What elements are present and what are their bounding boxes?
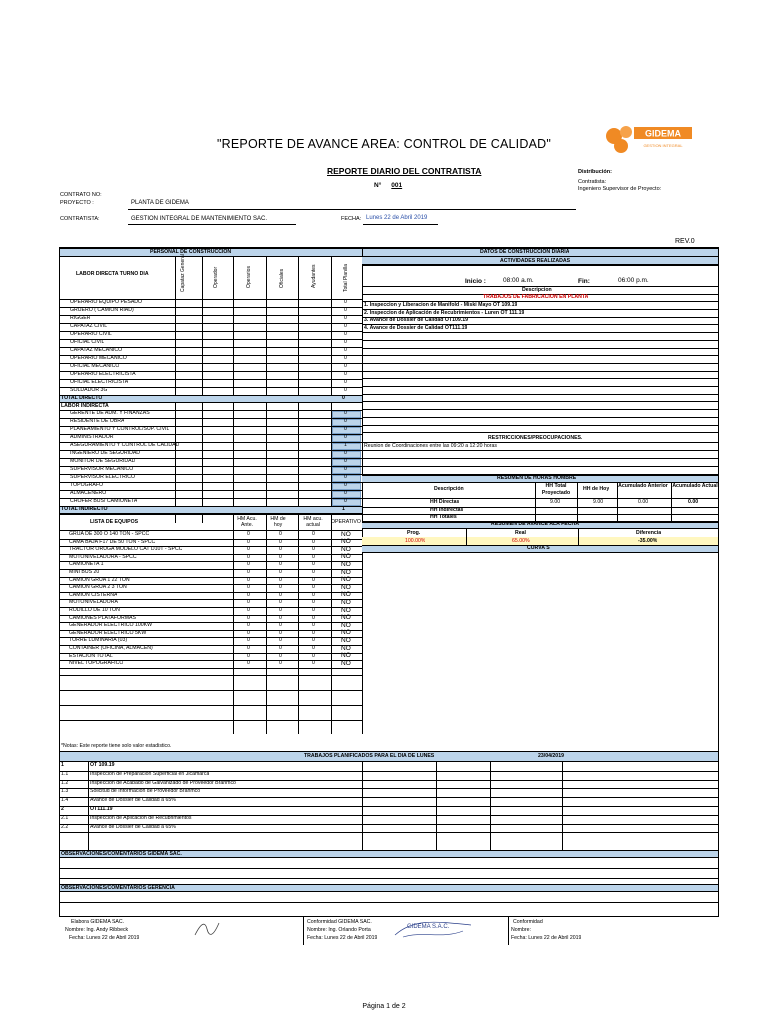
row-line <box>362 466 718 467</box>
equipo-hm-actual: 0 <box>312 584 315 591</box>
indirect-row-total: 0 <box>344 434 347 440</box>
avance-real-value: 65.00% <box>512 538 530 544</box>
avance-prog: Prog. <box>407 530 421 536</box>
labor-row-label: OPERARIO EQUIPO PESADO <box>70 299 143 305</box>
labor-row-label: RIGGER <box>70 315 91 321</box>
activity-item: 4. Avance de Dossier de Calidad OT111.19 <box>364 324 468 331</box>
contrato-label: CONTRATO NO: <box>60 192 102 198</box>
revision: REV.0 <box>675 238 695 245</box>
row-line <box>362 417 718 418</box>
equipo-hm-hoy: 0 <box>279 660 282 667</box>
equipo-hm-hoy: 0 <box>279 645 282 651</box>
col-operador: Operador <box>213 266 219 288</box>
f2-name: Nombre: Ing. Orlando Porta <box>307 927 371 933</box>
indirect-row-total: 0 <box>344 466 347 472</box>
equipo-row-name: GENERADOR ELECTRICO 100KW <box>69 622 153 629</box>
actividades-header: ACTIVIDADES REALIZADAS <box>500 258 571 264</box>
equipo-hm-ante: 0 <box>247 637 250 644</box>
indirect-row-label: GERENTE DE ADM. Y FINANZAS <box>70 410 150 416</box>
equipo-hm-hoy: 0 <box>279 546 282 553</box>
equipo-hm-actual: 0 <box>312 576 315 583</box>
activity-item: 1. Inspeccion y Liberacion de Manifold - Miski Mayo OT 109.19 <box>364 302 518 308</box>
equipo-row-name: GRUA DE 300 O 140 TON - SPCC <box>69 531 150 537</box>
row-line <box>362 514 718 515</box>
row-line <box>362 378 718 379</box>
obs-gidema: OBSERVACIONES/COMENTARIOS GIDEMA SAC. <box>61 851 182 857</box>
activity-item: 2. Inspeccion de Aplicación de Recubrimientos - Luren OT 111.19 <box>364 309 525 316</box>
row-line <box>362 522 718 523</box>
avance-prog-value: 100.00% <box>405 538 426 544</box>
company-stamp <box>393 917 473 941</box>
equipo-row-name: MOTONIVELADORA <box>69 599 118 606</box>
distribution-label: Distribución: <box>578 169 612 175</box>
indirect-row-total: 1 <box>344 442 347 448</box>
horas-col-acum-ant: Acumulado Anterior <box>618 483 668 489</box>
equipo-hm-ante: 0 <box>247 538 250 545</box>
equipo-row-name: CAMION GRUA 1 22 TON <box>69 576 130 583</box>
row-line <box>362 386 718 387</box>
equipo-hm-actual: 0 <box>312 660 315 667</box>
f1-title: Elabora GIDEMA SAC. <box>71 919 125 925</box>
equipo-row-name: ESTACION TOTAL <box>69 652 113 659</box>
plan-row-num: 1.4 <box>61 797 69 804</box>
n-value: 001 <box>391 182 403 189</box>
indirect-row-label: MONITOR DE SEGURIDAD <box>70 458 136 464</box>
equipo-hm-hoy: 0 <box>279 607 282 613</box>
f1-date: Fecha: Lunes 22 de Abril 2019 <box>69 935 140 941</box>
trabajos-fabricacion: TRABAJOS DE FABRICACION EN PLANTA <box>483 294 589 300</box>
row-line <box>362 450 718 451</box>
equipo-hm-actual: 0 <box>312 546 315 553</box>
labor-row-total: 0 <box>344 307 347 313</box>
equipo-row-name: CAMA BAJA F17 DE 50 TON - SPCC <box>69 538 156 545</box>
equipo-hm-ante: 0 <box>247 561 250 568</box>
indirect-row-label: PLANEAMIENTO Y CONTROL/SUP. CIVIL <box>70 426 170 432</box>
labor-row-total: 0 <box>344 347 347 353</box>
row-line <box>60 806 718 807</box>
equipo-hm-ante: 0 <box>247 576 250 583</box>
avance-dif-value: -35.00% <box>638 538 658 544</box>
indirect-row-label: CHOFER BUS/ CAMIONETA <box>70 498 138 504</box>
equipo-operativo: NO <box>341 538 351 546</box>
labor-row-label: SOLDADOR 3G <box>70 387 108 393</box>
curva-s: CURVA S <box>527 545 550 551</box>
equipo-operativo: NO <box>341 560 351 568</box>
horas-row-acum-ant: 0.00 <box>638 499 649 505</box>
equipo-row-name: GENERADOR ELECTRICO 5KW <box>69 629 147 636</box>
indirect-row-label: ADMINISTRADOR <box>70 434 114 440</box>
labor-row-label: CAPATAZ CIVIL <box>70 323 108 329</box>
plan-row-desc: OT 109.19 <box>90 762 115 768</box>
plan-row-desc: Inspeccion de Aplicación de Recubrimientos <box>90 814 192 821</box>
equipo-operativo: NO <box>341 621 351 629</box>
plan-row-num: 1.3 <box>61 788 69 795</box>
equipo-hm-ante: 0 <box>247 553 250 560</box>
labor-row-total: 0 <box>344 323 347 329</box>
col-hm-hoy: HM de hoy <box>270 516 286 528</box>
equipo-operativo: NO <box>341 629 351 637</box>
svg-text:GESTION INTEGRAL: GESTION INTEGRAL <box>643 143 683 148</box>
svg-text:GIDEMA S.A.C.: GIDEMA S.A.C. <box>407 924 450 930</box>
equipo-hm-hoy: 0 <box>279 584 282 591</box>
labor-row-total: 0 <box>344 331 347 337</box>
f2-date: Fecha: Lunes 22 de Abril 2019 <box>307 935 378 941</box>
fin-value: 06:00 p.m. <box>618 277 649 284</box>
equipo-operativo: NO <box>341 530 351 538</box>
plan-row-num: 2.1 <box>61 814 69 821</box>
equipo-hm-ante: 0 <box>247 660 250 667</box>
equipo-row-name: MINI BUS 20 <box>69 569 100 575</box>
col-hm-acu-actual: HM acu. actual <box>303 516 323 528</box>
equipo-operativo: NO <box>341 614 351 622</box>
equipo-operativo: NO <box>341 591 351 599</box>
row-line <box>362 507 718 508</box>
equipo-hm-ante: 0 <box>247 599 250 606</box>
equipo-hm-hoy: 0 <box>279 591 282 598</box>
distribution-line-1: Contratista: <box>578 179 607 185</box>
row-line <box>362 363 718 364</box>
labor-row-label: OPERARIO CIVIL <box>70 331 112 337</box>
col-hm-acu-ante: HM Acu. Ante. <box>237 516 257 528</box>
avance-dif: Diferencia <box>636 530 662 536</box>
indirect-row-label: ASEGURAMIENTO Y CONTROL DE CALIDAD <box>70 442 180 448</box>
labor-row-label: OFICIAL CIVIL <box>70 339 105 345</box>
equipo-row-name: CONTAINER (OFICINA, ALMACEN) <box>69 645 153 651</box>
signature-block <box>59 917 719 945</box>
equipo-row-name: MOTONIVELADORA - SPCC <box>69 553 137 560</box>
row-line <box>362 458 718 459</box>
labor-row-total: 0 <box>344 363 347 369</box>
equipo-hm-ante: 0 <box>247 645 250 651</box>
col-capataz: Capataz General <box>180 254 186 292</box>
equipo-hm-ante: 0 <box>247 546 250 553</box>
signature-1 <box>193 919 223 939</box>
labor-row-label: OFICIAL ELECTRICISTA <box>70 379 129 385</box>
labor-row-label: CAPATAZ MECANICO <box>70 347 123 353</box>
plan-row-desc: Inspeccion de Acabado de Galvanizado de Proveedor Brahmco <box>90 779 236 786</box>
row-line <box>60 668 362 669</box>
labor-row-label: OPERARIO MECANICO <box>70 355 127 361</box>
row-line <box>362 348 718 349</box>
indirect-row-total: 0 <box>344 490 347 496</box>
f3-name: Nombre: <box>511 927 531 933</box>
equipo-hm-ante: 0 <box>247 629 250 636</box>
equipo-operativo: NO <box>341 598 351 606</box>
row-line <box>362 401 718 402</box>
equipo-hm-actual: 0 <box>312 538 315 545</box>
col-operarios: Operarios <box>246 266 252 288</box>
labor-indirecta: LABOR INDIRECTA <box>61 403 109 409</box>
plan-row-desc: Solicitud de Informacion de Proveedor Brahmco <box>90 788 201 795</box>
horas-header: RESUMEN DE HORAS HOMBRE <box>497 475 577 481</box>
row-line <box>60 339 362 340</box>
fecha-label: FECHA: <box>341 216 362 222</box>
equipo-operativo: NO <box>341 568 351 576</box>
equipo-hm-ante: 0 <box>247 591 250 598</box>
equipo-hm-ante: 0 <box>247 607 250 613</box>
equipo-hm-actual: 0 <box>312 614 315 621</box>
equipo-operativo: NO <box>341 652 351 660</box>
indirect-row-label: INGENIERO DE SEGURIDAD <box>70 450 141 456</box>
indirect-row-total: 0 <box>344 482 347 488</box>
equipo-hm-ante: 0 <box>247 569 250 575</box>
plan-row-desc: Avance de Dossier de Calidad a 65% <box>90 823 176 830</box>
equipo-operativo: NO <box>341 644 351 652</box>
indirect-row-total: 0 <box>344 418 347 424</box>
report-subtitle: REPORTE DIARIO DEL CONTRATISTA <box>327 166 482 176</box>
obs-gerencia: OBSERVACIONES/COMENTARIOS GERENCIA <box>61 885 175 891</box>
indirect-row-label: SUPERVISOR ELECTRICO <box>70 474 136 480</box>
inicio-value: 08:00 a.m. <box>503 277 534 284</box>
row-line <box>362 371 718 372</box>
col-total-planilla: Total Planilla <box>343 263 349 292</box>
indirect-row-total: 0 <box>344 426 347 432</box>
equipo-row-name: CAMION GRUA 2 3 TON <box>69 584 127 591</box>
equipo-hm-actual: 0 <box>312 652 315 659</box>
equipo-hm-actual: 0 <box>312 629 315 636</box>
equipo-row-name: NIVEL TOPOGRAFICO <box>69 660 124 667</box>
indirect-row-total: 0 <box>344 450 347 456</box>
equipo-hm-hoy: 0 <box>279 629 282 636</box>
row-line <box>60 506 362 507</box>
row-line <box>362 425 718 426</box>
equipo-hm-hoy: 0 <box>279 531 282 537</box>
labor-row-total: 0 <box>344 355 347 361</box>
labor-row-total: 0 <box>344 379 347 385</box>
row-line <box>362 394 718 395</box>
row-line <box>60 720 362 721</box>
row-line <box>60 675 362 676</box>
f3-date: Fecha: Lunes 22 de Abril 2019 <box>511 935 582 941</box>
horas-col-hoy: HH de Hoy <box>583 486 610 492</box>
total-indirecto: TOTAL INDIRECTO <box>61 506 108 512</box>
report-title: "REPORTE DE AVANCE AREA: CONTROL DE CALIDAD" <box>217 137 551 151</box>
plan-row-desc: OT111.19 <box>90 806 113 812</box>
horas-row-desc: HH Indirectas <box>430 506 464 513</box>
contratista-label: CONTRATISTA: <box>60 216 100 222</box>
equipo-hm-ante: 0 <box>247 614 250 621</box>
equipo-operativo: NO <box>341 606 351 614</box>
f2-title: Conformidad GIDEMA SAC. <box>307 919 372 925</box>
horas-col-acum-act: Acumulado Actual <box>672 483 718 489</box>
row-line <box>362 340 718 341</box>
inicio-label: Inicio : <box>465 278 486 285</box>
n-label: N° <box>374 182 382 189</box>
equipo-hm-actual: 0 <box>312 645 315 651</box>
fecha-value: Lunes 22 de Abril 2019 <box>366 215 428 221</box>
equipo-row-name: TRACTOR ORUGA MODELO CAT D10T - SPCC <box>69 546 183 553</box>
equipo-hm-ante: 0 <box>247 531 250 537</box>
row-line <box>362 355 718 356</box>
row-line <box>60 690 362 691</box>
equipo-hm-actual: 0 <box>312 531 315 537</box>
horas-col-proy: HH Total Proyectado <box>541 483 571 496</box>
labor-row-label: OPERARIO ELECTRICISTA <box>70 371 136 377</box>
distribution-block <box>578 167 661 197</box>
row-line <box>60 561 362 562</box>
horas-row-desc: HH Totales <box>430 514 457 520</box>
equipos-note: *Notas: Este reporte tiene solo valor estadistico. <box>61 743 172 749</box>
proyecto-value: PLANTA DE GIDEMA <box>131 200 189 206</box>
row-line <box>60 482 362 483</box>
equipo-hm-hoy: 0 <box>279 614 282 621</box>
indirect-row-total: 0 <box>344 498 347 504</box>
plan-row-num: 1.1 <box>61 770 69 777</box>
labor-row-total: 0 <box>344 387 347 393</box>
total-directo: TOTAL DIRECTO <box>61 395 103 401</box>
report-grid <box>59 247 719 917</box>
equipo-row-name: CAMIONES PLATAFORMAS <box>69 614 136 621</box>
horas-row-hoy: 9.00 <box>593 499 604 505</box>
gidema-logo <box>604 122 694 156</box>
equipo-hm-hoy: 0 <box>279 652 282 659</box>
indirect-row-total: 0 <box>344 458 347 464</box>
plan-row-num: 2.2 <box>61 823 69 830</box>
equipo-operativo: NO <box>341 576 351 584</box>
activity-item: 3. Avance de Dossier de Calidad OT109.19 <box>364 317 468 324</box>
equipo-row-name: CAMION CISTERNA <box>69 591 118 598</box>
distribution-line-2: Ingeniero Supervisor de Proyecto: <box>578 186 662 192</box>
report-number <box>374 182 402 189</box>
col-ayudantes: Ayudantes <box>311 264 317 288</box>
equipo-hm-actual: 0 <box>312 622 315 629</box>
equipo-hm-hoy: 0 <box>279 538 282 545</box>
equipo-hm-ante: 0 <box>247 584 250 591</box>
equipo-operativo: NO <box>341 583 351 591</box>
descripcion-header: Descripcion <box>522 287 552 293</box>
labor-row-total: 0 <box>344 339 347 345</box>
proyecto-label: PROYECTO : <box>60 200 94 206</box>
row-line <box>60 569 362 570</box>
row-line <box>60 315 362 316</box>
horas-row-proy: 9.00 <box>550 499 561 505</box>
plan-row-num: 2 <box>61 806 64 812</box>
equipo-hm-actual: 0 <box>312 569 315 575</box>
labor-row-label: OFICIAL MECANICO <box>70 363 120 369</box>
equipo-hm-hoy: 0 <box>279 637 282 644</box>
equipo-hm-hoy: 0 <box>279 569 282 575</box>
equipo-operativo: NO <box>341 659 351 667</box>
row-line <box>362 332 718 333</box>
row-line <box>362 474 718 475</box>
equipo-operativo: NO <box>341 545 351 553</box>
equipo-hm-hoy: 0 <box>279 599 282 606</box>
labor-row-total: 0 <box>344 299 347 305</box>
equipo-row-name: CAMIONETA 1 <box>69 561 104 568</box>
col-operativo: OPERATIVO <box>331 519 361 525</box>
row-line <box>60 832 718 833</box>
indirect-row-total: 0 <box>344 410 347 416</box>
equipo-hm-ante: 0 <box>247 622 250 629</box>
equipo-hm-actual: 0 <box>312 599 315 606</box>
fin-label: Fin: <box>578 278 590 285</box>
equipo-hm-actual: 0 <box>312 637 315 644</box>
horas-col-desc: Descripción <box>434 486 464 492</box>
avance-real: Real <box>515 530 526 536</box>
equipo-hm-hoy: 0 <box>279 553 282 560</box>
avance-header: RESUMEN DE AVANCE ALA FECHA <box>491 521 579 527</box>
indirect-row-label: SUPERVISOR MECANICO <box>70 466 134 472</box>
restriccion-1: Reunion de Coordinaciones entre las 09:20 a 12:20 horas <box>364 443 497 449</box>
page-footer: Página 1 de 2 <box>362 1003 406 1010</box>
plan-row-desc: Inspeccion de Preparacion Superficial en Jicamarca <box>90 770 210 777</box>
restricciones-header: RESTRICCIONES/PREOCUPACIONES. <box>488 435 583 441</box>
indirect-row-label: RESIDENTE DE OBRA <box>70 418 125 424</box>
row-line <box>362 409 718 410</box>
row-line <box>362 309 718 310</box>
row-line <box>60 395 362 396</box>
datos-header: DATOS DE CONSTRUCCION DIARIA <box>480 249 570 255</box>
f1-name: Nombre: Ing. Andy Ribbeck <box>65 927 129 933</box>
equipo-hm-hoy: 0 <box>279 576 282 583</box>
equipo-row-name: TORRE LUMINARIA (03) <box>69 637 128 644</box>
personal-header: PERSONAL DE CONSTRUCCION <box>150 249 232 255</box>
row-line <box>362 317 718 318</box>
row-line <box>362 432 718 433</box>
indirect-row-label: ALMACENERO <box>70 490 107 496</box>
equipo-hm-ante: 0 <box>247 652 250 659</box>
plan-row-num: 1 <box>61 762 64 768</box>
equipo-hm-actual: 0 <box>312 591 315 598</box>
labor-directa-header: LABOR DIRECTA TURNO DIA <box>76 271 149 277</box>
horas-row-acum-act: 0.00 <box>688 499 699 505</box>
labor-row-label: GRUERO ( CAMIÓN RIAD) <box>70 307 134 313</box>
col-oficiales: Oficiales <box>279 268 285 288</box>
svg-text:GIDEMA: GIDEMA <box>645 128 681 139</box>
plan-row-desc: Avance de Dossier de Calidad a 65% <box>90 797 176 804</box>
plan-header: TRABAJOS PLANIFICADOS PARA EL DIA DE LUNES <box>304 753 435 759</box>
horas-row-desc: HH Directas <box>430 499 460 505</box>
equipo-hm-hoy: 0 <box>279 622 282 629</box>
equipos-header: LISTA DE EQUIPOS <box>90 519 139 525</box>
total-indirecto-value: 1 <box>342 506 345 512</box>
equipo-hm-actual: 0 <box>312 607 315 613</box>
labor-row-total: 0 <box>344 371 347 377</box>
equipo-hm-actual: 0 <box>312 561 315 568</box>
row-line <box>362 324 718 325</box>
plan-row-num: 1.2 <box>61 779 69 786</box>
equipo-operativo: NO <box>341 636 351 644</box>
equipo-hm-hoy: 0 <box>279 561 282 568</box>
equipo-hm-actual: 0 <box>312 553 315 560</box>
f3-title: Conformidad <box>513 919 543 925</box>
indirect-row-label: TOPOGRAFO <box>70 482 104 488</box>
equipo-operativo: NO <box>341 553 351 561</box>
row-line <box>60 705 362 706</box>
contratista-value: GESTION INTEGRAL DE MANTENIMIENTO SAC. <box>131 216 268 222</box>
plan-date: 23/04/2019 <box>538 753 564 759</box>
total-directo-value: 0 <box>342 395 345 401</box>
indirect-row-total: 0 <box>344 474 347 480</box>
labor-row-total: 0 <box>344 315 347 321</box>
equipo-row-name: RODILLO DE 10 TON <box>69 607 120 613</box>
